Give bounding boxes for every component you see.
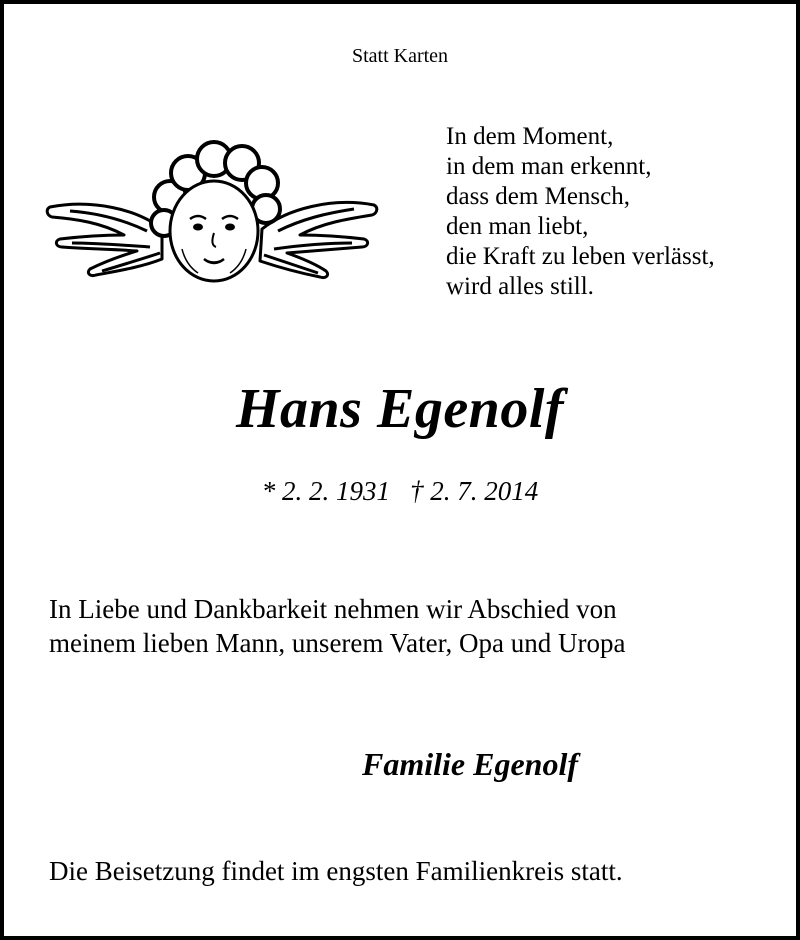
- poem-line: wird alles still.: [446, 273, 594, 300]
- farewell-line: meinem lieben Mann, unserem Vater, Opa und Uropa: [49, 628, 626, 658]
- farewell-line: In Liebe und Dankbarkeit nehmen wir Abschied von: [49, 594, 617, 624]
- cherub-icon: [42, 139, 382, 289]
- life-dates: [4, 474, 796, 508]
- poem-line: In dem Moment,: [446, 123, 614, 150]
- header-statt-karten: Statt Karten: [351, 45, 449, 67]
- burial-note: Die Beisetzung findet im engsten Familienkreis statt.: [49, 856, 623, 886]
- death-date: † 2. 7. 2014: [410, 476, 539, 506]
- family-signature: Familie Egenolf: [362, 746, 578, 782]
- farewell-text: [49, 592, 626, 660]
- birth-date: * 2. 2. 1931: [261, 476, 390, 506]
- deceased-name: Hans Egenolf: [235, 378, 565, 440]
- poem-line: den man liebt,: [446, 213, 589, 240]
- poem: [446, 122, 715, 302]
- poem-line: dass dem Mensch,: [446, 183, 630, 210]
- poem-line: in dem man erkennt,: [446, 153, 652, 180]
- poem-line: die Kraft zu leben verlässt,: [446, 243, 715, 270]
